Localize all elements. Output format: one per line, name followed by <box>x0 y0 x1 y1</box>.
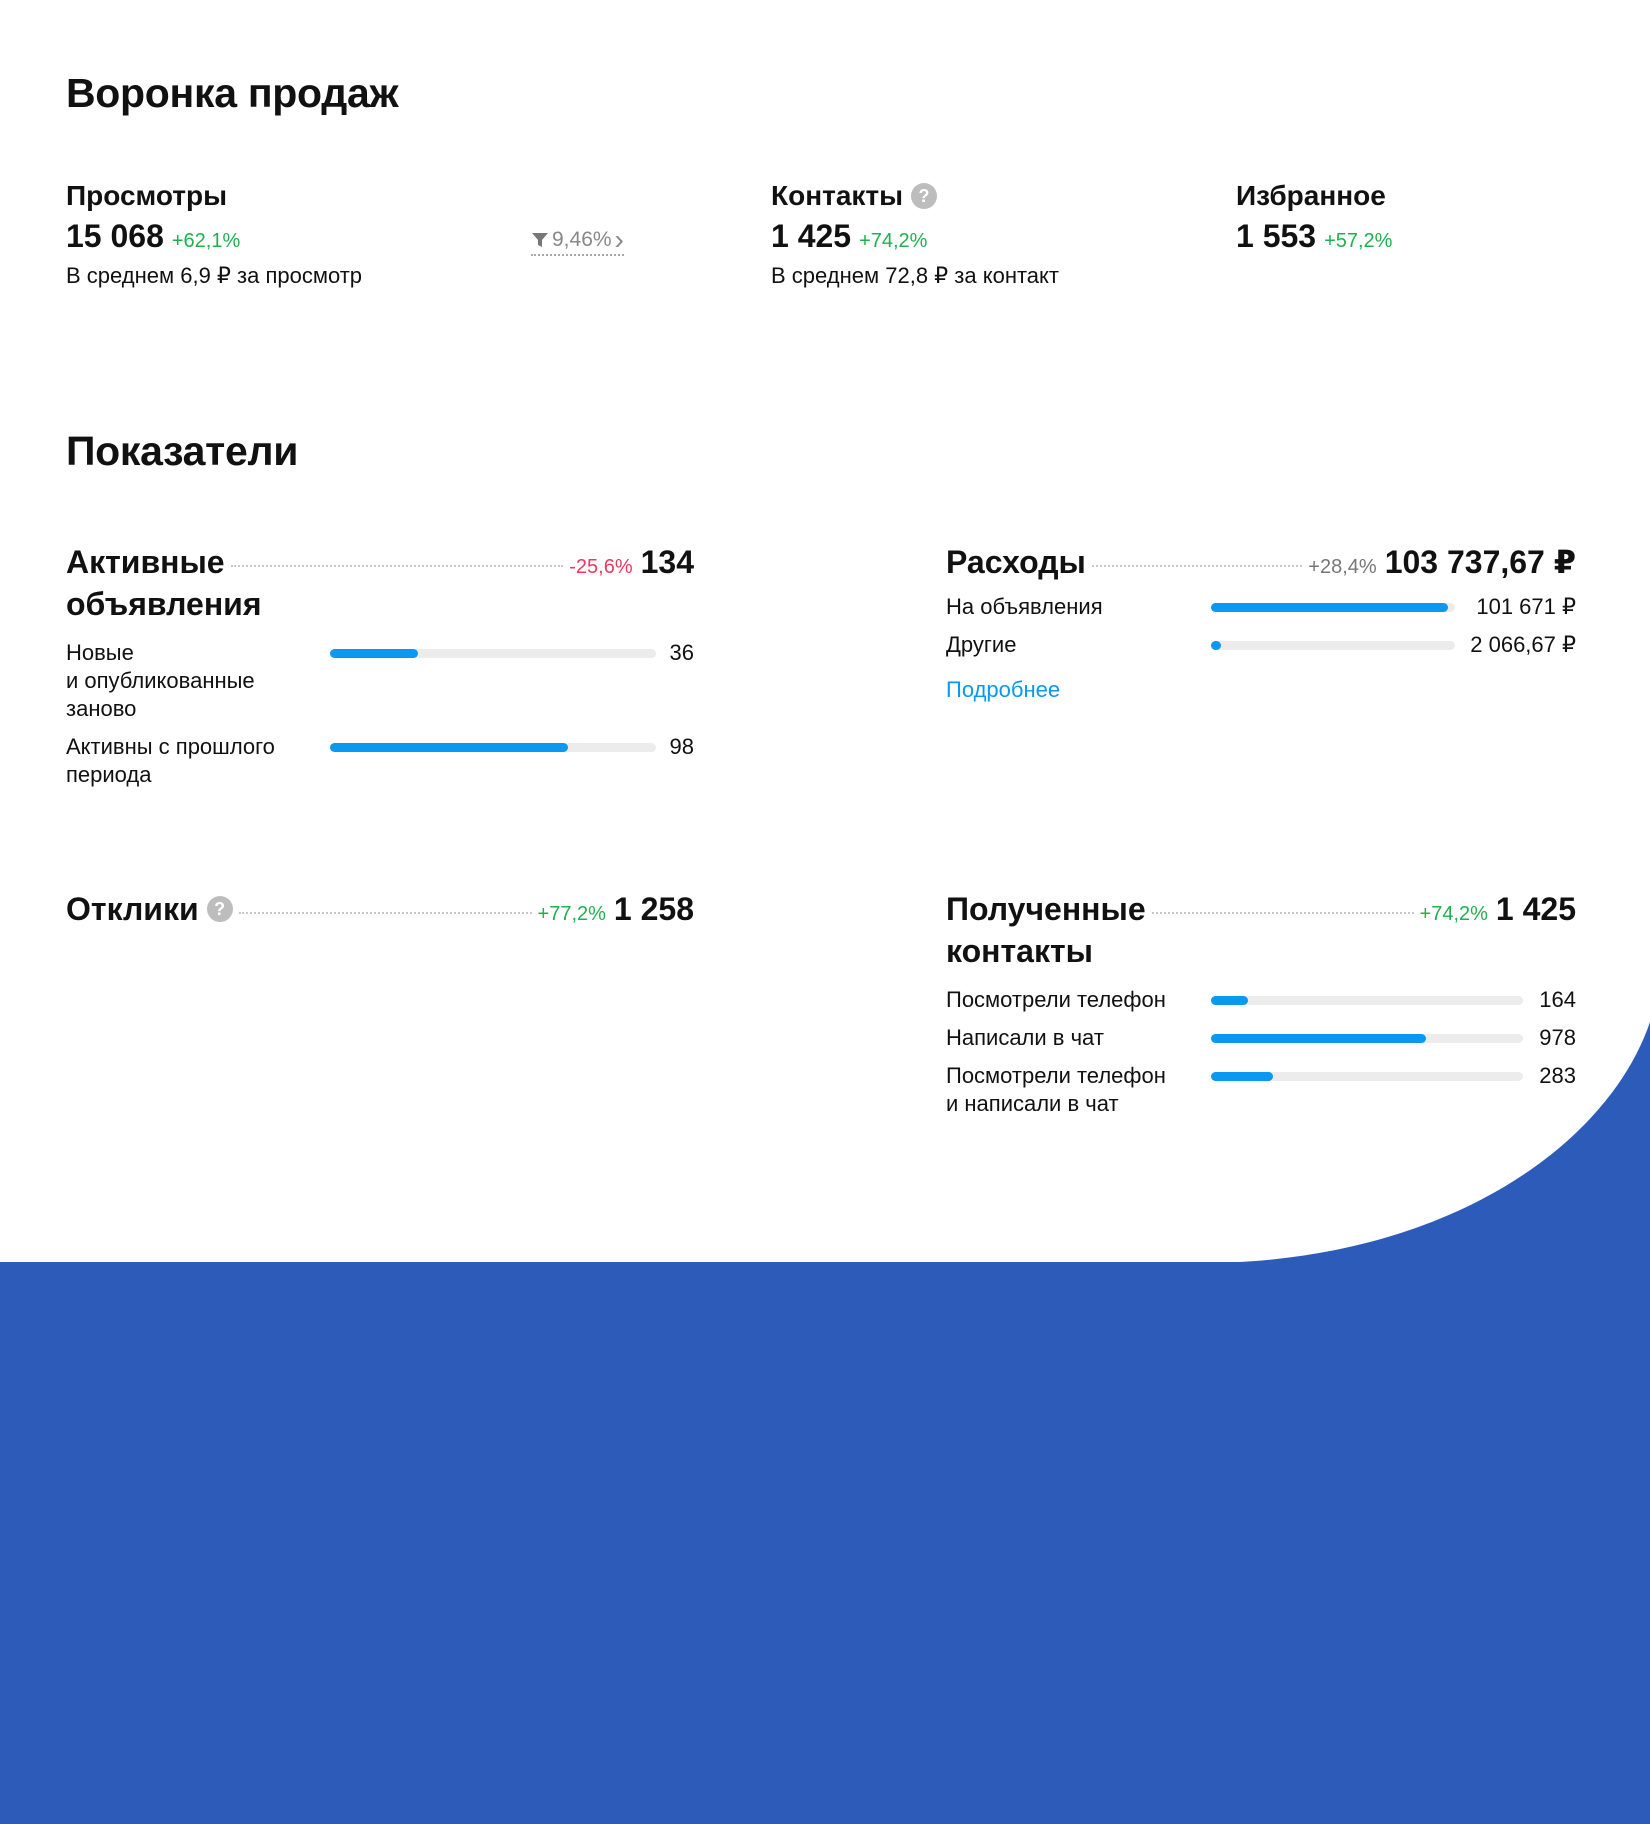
card-received-contacts <box>946 888 1576 1118</box>
progress-bar <box>1211 603 1455 612</box>
card-expenses <box>946 541 1576 703</box>
bar-row-value: 101 671 ₽ <box>1476 594 1576 619</box>
conversion-rate-link[interactable] <box>531 224 624 256</box>
metric-favorites-title: Избранное <box>1236 180 1386 211</box>
bar-row <box>946 1024 1576 1052</box>
progress-bar <box>1211 641 1455 650</box>
card-expenses-title: Расходы <box>946 544 1086 580</box>
progress-bar-fill <box>1211 1034 1426 1043</box>
card-responses-value: 1 258 <box>613 891 694 927</box>
card-received-contacts-change: +74,2% <box>1419 903 1488 925</box>
bar-row <box>946 631 1576 659</box>
metric-contacts-title: Контакты <box>771 180 904 211</box>
progress-bar-fill <box>1211 1072 1273 1081</box>
dotted-leader <box>1152 912 1414 914</box>
bar-row-value: 2 066,67 ₽ <box>1470 632 1576 657</box>
progress-bar-fill <box>1211 603 1448 612</box>
bar-row <box>946 1062 1576 1118</box>
metric-favorites-change: +57,2% <box>1324 230 1393 252</box>
card-active-ads-value: 134 <box>640 544 694 580</box>
bar-row-label: Написали в чат <box>946 1025 1104 1050</box>
help-icon[interactable]: ? <box>207 896 233 922</box>
card-received-contacts-value: 1 425 <box>1495 891 1576 927</box>
bar-row-value: 36 <box>669 640 694 665</box>
metric-contacts <box>771 180 1059 289</box>
progress-bar-fill <box>330 743 568 752</box>
metric-views-title: Просмотры <box>66 180 228 211</box>
card-responses-change: +77,2% <box>537 903 606 925</box>
metric-favorites-value: 1 553 <box>1236 218 1317 254</box>
progress-bar <box>330 743 656 752</box>
bar-row <box>946 593 1576 621</box>
metric-views-average: В среднем 6,9 ₽ за просмотр <box>66 263 363 288</box>
progress-bar <box>1211 1034 1523 1043</box>
chevron-right-icon: › <box>614 224 624 255</box>
help-icon[interactable]: ? <box>911 183 937 209</box>
card-expenses-change: +28,4% <box>1308 556 1377 578</box>
conversion-rate-value: 9,46% <box>552 228 612 251</box>
bar-row <box>66 639 694 723</box>
bar-row-label: Посмотрели телефон <box>946 987 1166 1012</box>
metric-views <box>66 180 362 289</box>
bar-row-label: Посмотрели телефон и написали в чат <box>946 1063 1166 1116</box>
bar-row-value: 283 <box>1539 1063 1576 1088</box>
metric-contacts-value: 1 425 <box>771 218 852 254</box>
bar-row-label: Другие <box>946 632 1017 657</box>
dotted-leader <box>1092 565 1302 567</box>
card-active-ads-change: -25,6% <box>569 556 633 578</box>
progress-bar <box>1211 996 1523 1005</box>
card-active-ads-title: Активные <box>66 544 225 580</box>
bar-row <box>66 733 694 789</box>
bar-row-label: На объявления <box>946 594 1103 619</box>
dotted-leader <box>231 565 564 567</box>
progress-bar <box>1211 1072 1523 1081</box>
bar-row-label: Активны с прошлого периода <box>66 734 275 787</box>
metric-contacts-average: В среднем 72,8 ₽ за контакт <box>771 263 1059 288</box>
card-received-contacts-title-line2: контакты <box>946 933 1093 969</box>
bar-row-value: 164 <box>1539 987 1576 1012</box>
bar-row-value: 98 <box>669 734 694 759</box>
more-details-link[interactable]: Подробнее <box>946 677 1061 702</box>
card-received-contacts-title: Полученные <box>946 891 1146 927</box>
bar-row-value: 978 <box>1539 1025 1576 1050</box>
card-active-ads <box>66 541 694 789</box>
metric-views-change: +62,1% <box>171 230 241 252</box>
card-responses <box>66 888 694 930</box>
card-expenses-value: 103 737,67 ₽ <box>1384 544 1576 580</box>
progress-bar-fill <box>1211 996 1248 1005</box>
metric-contacts-change: +74,2% <box>859 230 928 252</box>
bar-row-label: Новые и опубликованные заново <box>66 640 255 721</box>
progress-bar-fill <box>1211 641 1221 650</box>
card-responses-title: Отклики <box>66 891 199 927</box>
card-active-ads-title-line2: объявления <box>66 586 262 622</box>
progress-bar-fill <box>330 649 418 658</box>
metric-views-value: 15 068 <box>66 218 164 254</box>
progress-bar <box>330 649 656 658</box>
indicators-title: Показатели <box>66 428 299 474</box>
funnel-title: Воронка продаж <box>66 70 399 116</box>
bar-row <box>946 986 1576 1014</box>
metric-favorites <box>1236 180 1392 255</box>
filter-icon <box>531 231 549 249</box>
dotted-leader <box>239 912 532 914</box>
